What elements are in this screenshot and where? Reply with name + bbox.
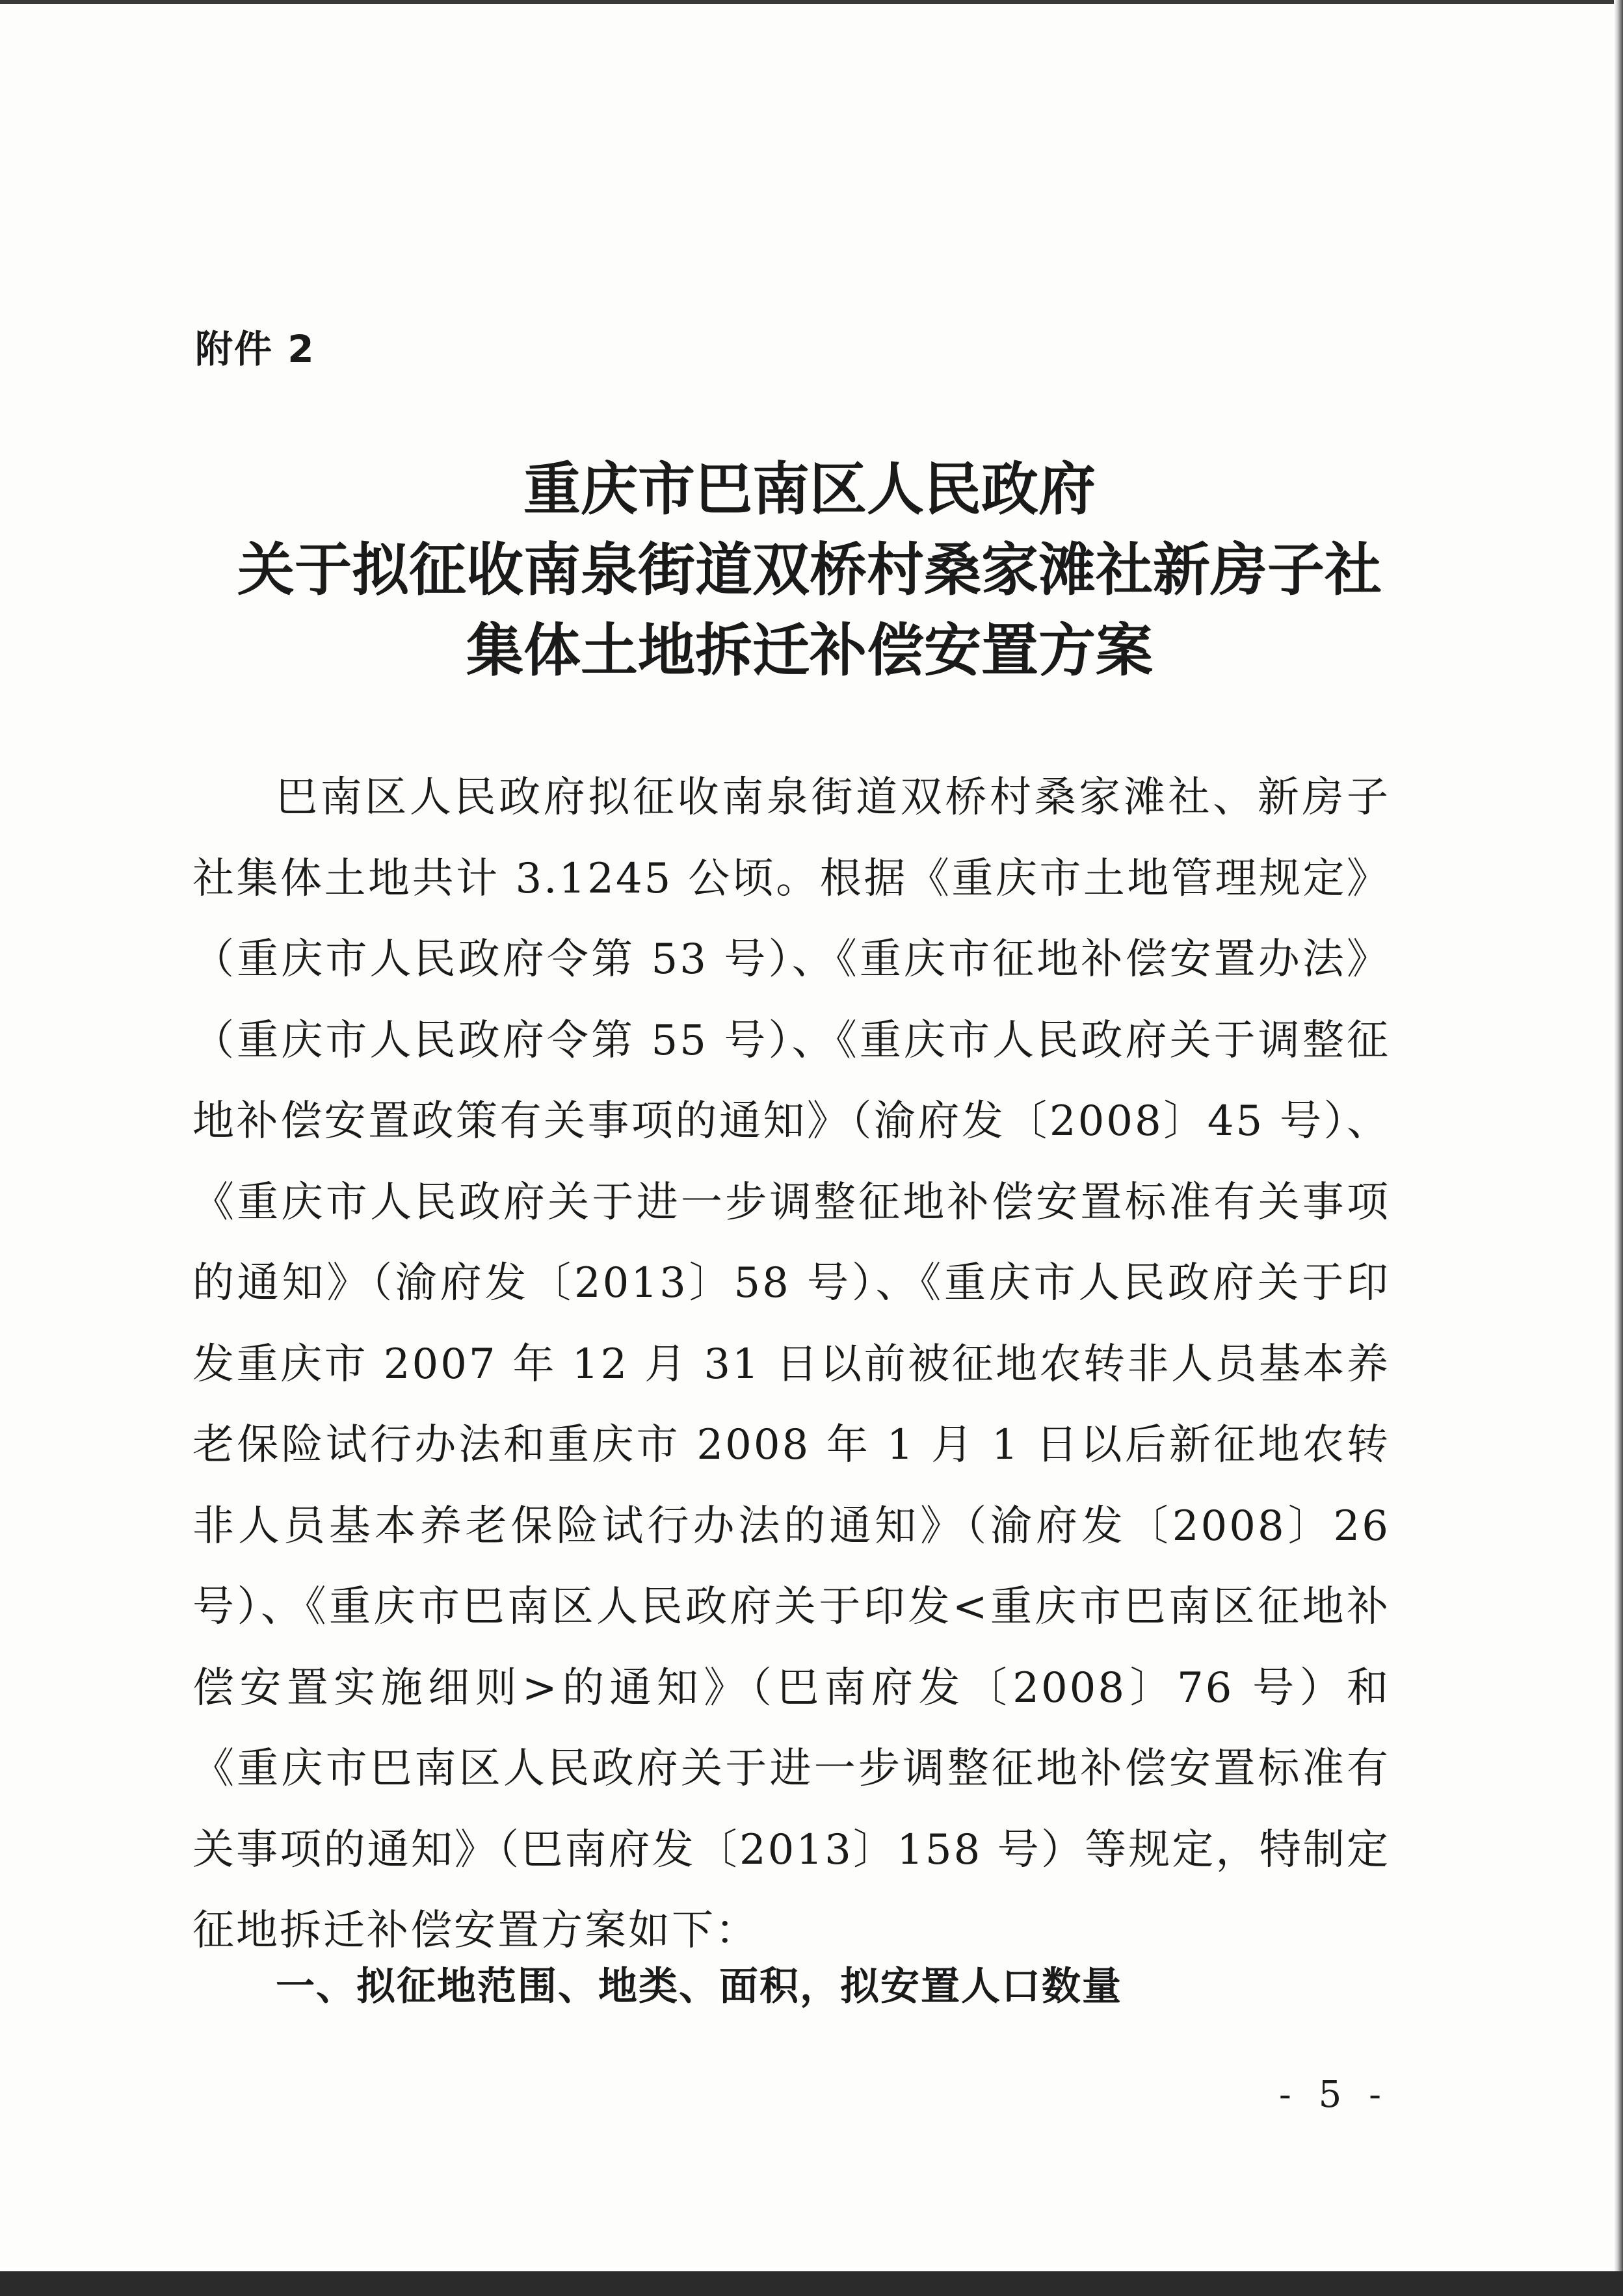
page-number: - 5 -	[1278, 2074, 1389, 2116]
attachment-label: 附件 2	[195, 327, 315, 371]
scan-border-right	[1614, 0, 1623, 2296]
title-line-3: 集体土地拆迁补偿安置方案	[466, 616, 1153, 684]
body-paragraph: 巴南区人民政府拟征收南泉街道双桥村桑家滩社、新房子社集体土地共计 3.1245 公顷。根据《重庆市土地管理规定》（重庆市人民政府令第 53 号）、《重庆市征地补偿安置办法》（重庆市人民政府令第 55 号）、《重庆市人民政府关于调整征地补偿安置政策有关事项的通知》（渝府发〔2008〕45 号）、《重庆市人民政府关于进一步调整征地补偿安置标准有关事项的通知》（渝府发〔2013〕58 号）、《重庆市人民政府关于印发重庆市 2007 年 12 月 31 日以前被征地农转非人员基本养老保险试行办法和重庆市 2008 年 1 月 1 日以后新征地农转非人员基本养老保险试行办法的通知》（渝府发〔2008〕26 号）、《重庆市巴南区人民政府关于印发<重庆市巴南区征地补偿安置实施细则>的通知》（巴南府发〔2008〕76 号）和《重庆市巴南区人民政府关于进一步调整征地补偿安置标准有关事项的通知》（巴南府发〔2013〕158 号）等规定，特制定征地拆迁补偿安置方案如下：	[192, 774, 1390, 1955]
scan-border-bottom	[0, 2271, 1623, 2296]
section-heading: 一、拟征地范围、地类、面积，拟安置人口数量	[276, 1964, 1122, 2009]
title-line-1: 重庆市巴南区人民政府	[523, 455, 1096, 523]
title-line-2: 关于拟征收南泉街道双桥村桑家滩社新房子社	[237, 536, 1382, 603]
document-title	[163, 449, 1457, 690]
scan-border-top	[0, 0, 1623, 4]
